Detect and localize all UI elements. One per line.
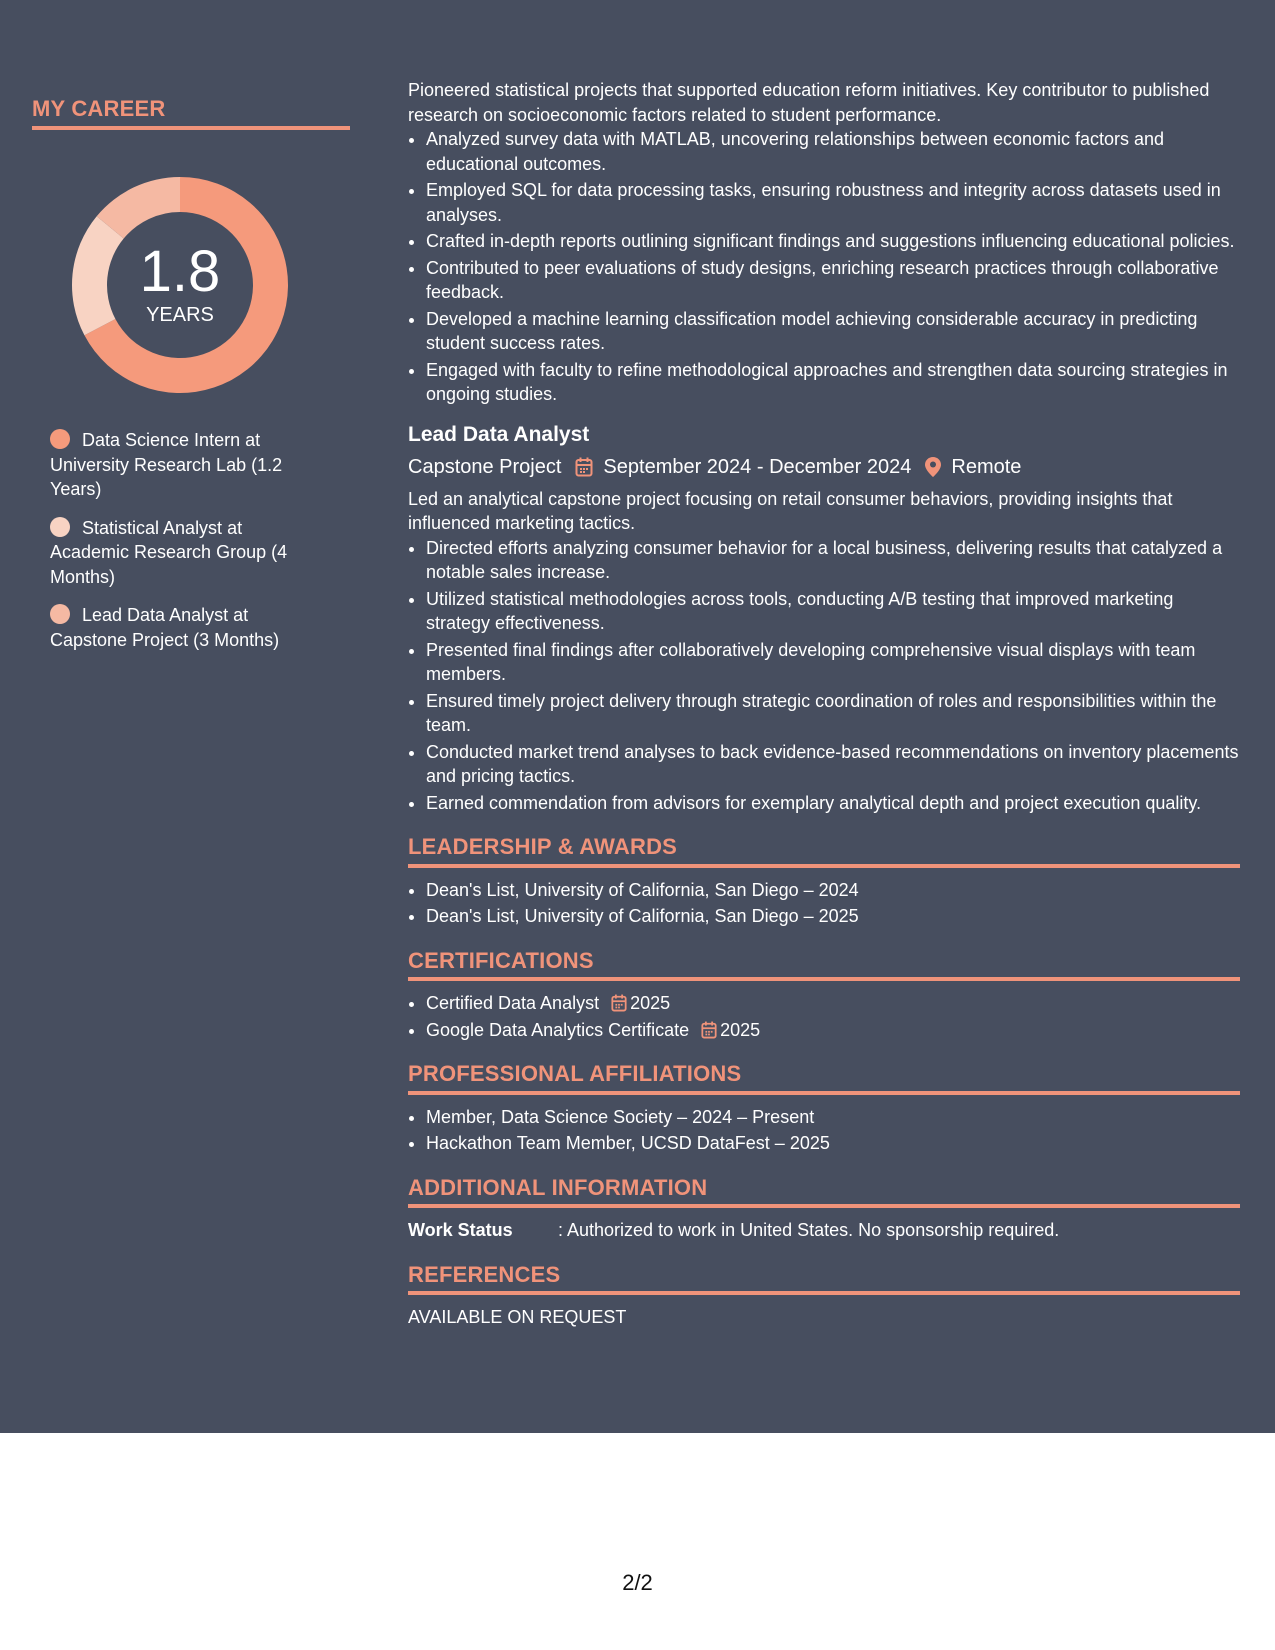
calendar-icon: [575, 457, 593, 477]
job-bullet: • Analyzed survey data with MATLAB, uncovering relationships between economic factors and educational outcomes.: [426, 127, 1240, 176]
job-bullet: • Contributed to peer evaluations of study designs, enriching research practices through collaborative feedback.: [426, 256, 1240, 305]
job-bullets: [408, 127, 1240, 407]
job-bullet: • Engaged with faculty to refine methodological approaches and strengthen data sourcing strategies in ongoing studies.: [426, 358, 1240, 407]
job-bullet: • Utilized statistical methodologies across tools, conducting A/B testing that improved marketing strategy effectiveness.: [426, 587, 1240, 636]
experience-donut-chart: [65, 170, 295, 400]
job-bullet: • Presented final findings after collaboratively developing comprehensive visual displays with team members.: [426, 638, 1240, 687]
job-bullet: • Ensured timely project delivery through strategic coordination of roles and responsibilities within the team.: [426, 689, 1240, 738]
section-heading: LEADERSHIP & AWARDS: [408, 835, 1240, 868]
donut-total-unit: YEARS: [146, 304, 214, 326]
career-item-text: Data Science Intern at University Research Lab (1.2 Years): [50, 430, 283, 499]
job-intro: Led an analytical capstone project focusing on retail consumer behaviors, providing insights that influenced marketing tactics.: [408, 488, 1173, 533]
job-dates: September 2024 - December 2024: [603, 455, 912, 478]
page-number: 2/2: [622, 1570, 653, 1595]
certifications-section: [408, 949, 1240, 1043]
certification-name: • Certified Data Analyst: [426, 993, 600, 1013]
certification-item: [426, 991, 1240, 1016]
job-meta: [408, 453, 1240, 481]
job-company: Capstone Project: [408, 455, 562, 478]
references-text: AVAILABLE ON REQUEST: [408, 1307, 627, 1327]
section-heading: REFERENCES: [408, 1263, 1240, 1296]
career-item: [50, 428, 320, 502]
career-heading: MY CAREER: [32, 96, 350, 130]
legend-dot-icon: [50, 429, 70, 449]
job-bullets: [408, 536, 1240, 816]
job-bullet: • Developed a machine learning classification model achieving considerable accuracy in predicting student success rates.: [426, 307, 1240, 356]
work-status-value: : Authorized to work in United States. No sponsorship required.: [558, 1220, 1060, 1240]
job-bullet: • Conducted market trend analyses to back evidence-based recommendations on inventory placements and pricing tactics.: [426, 740, 1240, 789]
affiliation-item: • Member, Data Science Society – 2024 – Present: [426, 1105, 1240, 1130]
career-list: [32, 428, 320, 652]
location-pin-icon: [925, 457, 941, 477]
sidebar: [32, 96, 352, 666]
career-item-text: Statistical Analyst at Academic Research Group (4 Months): [50, 517, 288, 587]
legend-dot-icon: [50, 517, 70, 537]
affiliations-section: [408, 1062, 1240, 1156]
certification-year: 2025: [720, 1019, 761, 1040]
donut-total-value: 1.8: [139, 239, 221, 304]
legend-dot-icon: [50, 604, 70, 624]
section-heading: PROFESSIONAL AFFILIATIONS: [408, 1062, 1240, 1095]
additional-section: [408, 1176, 1240, 1243]
job-bullet: • Employed SQL for data processing tasks, ensuring robustness and integrity across datasets used in analyses.: [426, 178, 1240, 227]
career-item: [50, 516, 320, 590]
award-item: • Dean's List, University of California, San Diego – 2024: [426, 878, 1240, 903]
section-heading: CERTIFICATIONS: [408, 949, 1240, 982]
job-intro: Pioneered statistical projects that supported education reform initiatives. Key contributor to published research on socioeconomic factors related to student performance.: [408, 80, 1210, 125]
affiliations-list: [408, 1105, 1240, 1156]
leadership-list: [408, 878, 1240, 929]
career-item: [50, 603, 320, 652]
job-bullet: • Earned commendation from advisors for exemplary analytical depth and project execution quality.: [426, 791, 1240, 816]
leadership-section: [408, 835, 1240, 929]
main-column: [408, 78, 1240, 1330]
job-bullet: • Directed efforts analyzing consumer behavior for a local business, delivering results that catalyzed a notable sales increase.: [426, 536, 1240, 585]
certification-name: • Google Data Analytics Certificate: [426, 1019, 690, 1040]
certification-item: [426, 1018, 1240, 1043]
calendar-icon: [701, 1021, 717, 1039]
job-location: Remote: [951, 455, 1022, 478]
work-status-row: [408, 1218, 1240, 1243]
award-item: • Dean's List, University of California, San Diego – 2025: [426, 904, 1240, 929]
calendar-icon: [611, 994, 627, 1012]
certifications-list: [408, 991, 1240, 1042]
certification-year: 2025: [630, 993, 671, 1013]
job-bullet: • Crafted in-depth reports outlining significant findings and suggestions influencing educational policies.: [426, 229, 1240, 254]
work-status-label: Work Status: [408, 1220, 513, 1240]
affiliation-item: • Hackathon Team Member, UCSD DataFest – 2025: [426, 1131, 1240, 1156]
section-heading: ADDITIONAL INFORMATION: [408, 1176, 1240, 1209]
career-item-text: Lead Data Analyst at Capstone Project (3 Months): [50, 605, 280, 650]
references-section: [408, 1263, 1240, 1330]
donut-center: [65, 170, 295, 400]
job-title: Lead Data Analyst: [408, 422, 590, 446]
